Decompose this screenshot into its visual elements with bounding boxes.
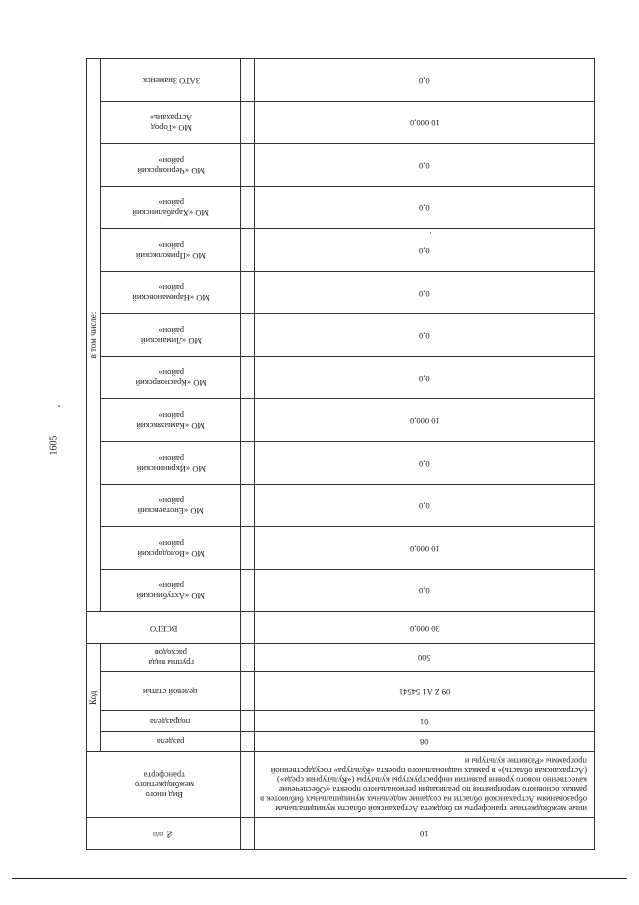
header-mo-2: МО «Енотаевский район» bbox=[101, 484, 241, 527]
header-num: № п/п bbox=[87, 817, 241, 849]
row-value-12: 0,0 bbox=[255, 59, 595, 102]
header-mo-6: МО «Лиманский район» bbox=[101, 314, 241, 357]
row-total: 30 000,0 bbox=[255, 612, 595, 644]
row-value-8: 0,0 bbox=[255, 229, 595, 272]
row-value-2: 0,0 bbox=[255, 484, 595, 527]
header-mo-3: МО «Икрянинский район» bbox=[101, 441, 241, 484]
row-value-1: 10 000,0 bbox=[255, 527, 595, 570]
row-value-7: 0,0 bbox=[255, 271, 595, 314]
row-value-10: 0,0 bbox=[255, 144, 595, 187]
row-value-9: 0,0 bbox=[255, 186, 595, 229]
row-value-0: 0,0 bbox=[255, 569, 595, 612]
header-including: в том числе: bbox=[87, 59, 101, 612]
page-number: 1605 bbox=[48, 435, 60, 456]
row-num: 10 bbox=[255, 817, 595, 849]
scan-speck bbox=[430, 232, 431, 234]
header-mo-7: МО «Наримановский район» bbox=[101, 271, 241, 314]
budget-table-frame bbox=[86, 58, 595, 850]
header-mo-10: МО «Черноярский район» bbox=[101, 144, 241, 187]
header-row-sub bbox=[101, 59, 241, 850]
header-subsection: подраздела bbox=[101, 710, 241, 731]
row-subsection: 01 bbox=[255, 710, 595, 731]
row-value-11: 10 000,0 bbox=[255, 101, 595, 144]
header-mo-4: МО «Камызякский район» bbox=[101, 399, 241, 442]
row-value-5: 0,0 bbox=[255, 356, 595, 399]
row-section: 08 bbox=[255, 731, 595, 752]
table-row bbox=[255, 59, 595, 850]
header-row-top bbox=[87, 59, 101, 850]
row-value-6: 0,0 bbox=[255, 314, 595, 357]
header-section: раздела bbox=[101, 731, 241, 752]
spacer-row bbox=[241, 59, 255, 850]
bottom-rule bbox=[12, 878, 627, 879]
row-type: иные межбюджетные трансферты из бюджета Астраханской области муниципальным образованиям Астраханской области на создание модельных муниципальных библиотек в рамках основного мероприятия по реализации регионального проекта «Обеспечение качественно нового уровня развития инфраструктуры культуры («Культурная среда») (Астраханская область)» в рамках национального проекта «Культура» государственной программы «Развитие культуры и bbox=[255, 752, 595, 818]
row-expense-group: 500 bbox=[255, 644, 595, 672]
header-total: ВСЕГО bbox=[87, 612, 241, 644]
header-mo-0: МО «Ахтубинский район» bbox=[101, 569, 241, 612]
header-expense-group: группы вида расходов bbox=[101, 644, 241, 672]
row-value-3: 0,0 bbox=[255, 441, 595, 484]
header-target-article: целевой статьи bbox=[101, 671, 241, 710]
header-mo-1: МО «Володарский район» bbox=[101, 527, 241, 570]
header-mo-11: МО «Город Астрахань» bbox=[101, 101, 241, 144]
header-type: Вид иного межбюджетного трансферта bbox=[87, 752, 241, 818]
scan-speck bbox=[58, 405, 60, 407]
header-mo-12: ЗАТО Знаменск bbox=[101, 59, 241, 102]
budget-table bbox=[86, 58, 595, 850]
row-value-4: 10 000,0 bbox=[255, 399, 595, 442]
header-mo-9: МО «Харабалинский район» bbox=[101, 186, 241, 229]
row-target-article: 09 Z A1 54541 bbox=[255, 671, 595, 710]
header-mo-8: МО «Приволжский район» bbox=[101, 229, 241, 272]
header-mo-5: МО «Красноярский район» bbox=[101, 356, 241, 399]
header-code: Код bbox=[87, 644, 101, 752]
